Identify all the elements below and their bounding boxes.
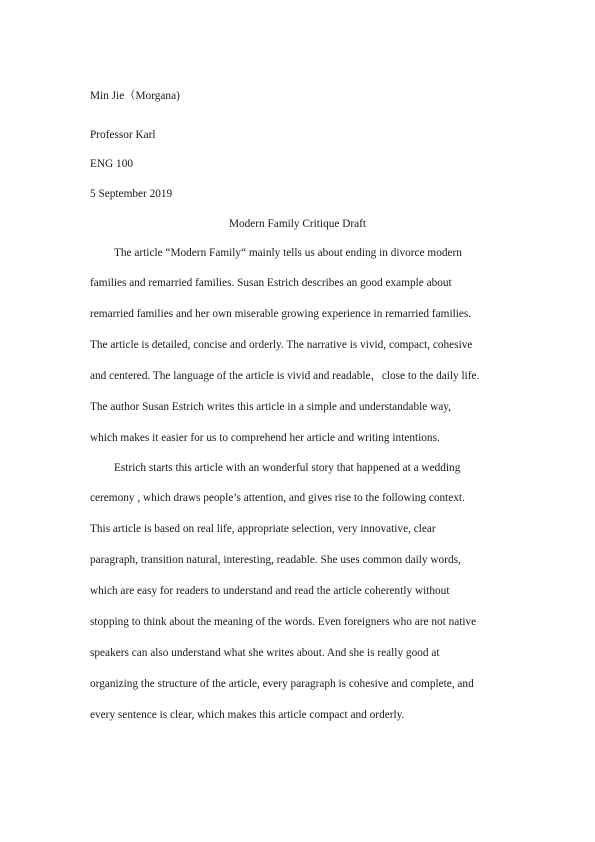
- paragraph-2-line-6: stopping to think about the meaning of the words. Even foreigners who are not native: [90, 616, 477, 628]
- document-title: Modern Family Critique Draft: [228, 218, 367, 230]
- paragraph-1-line-6: The author Susan Estrich writes this article in a simple and understandable way,: [90, 401, 451, 413]
- paragraph-1-line-3: remarried families and her own miserable growing experience in remarried families.: [90, 308, 472, 320]
- document-date: 5 September 2019: [90, 188, 173, 200]
- paragraph-1-line-2: families and remarried families. Susan Estrich describes an good example about: [90, 277, 452, 289]
- professor-name: Professor Karl: [90, 129, 156, 141]
- paragraph-2-line-7: speakers can also understand what she writes about. And she is really good at: [90, 647, 440, 659]
- course-code: ENG 100: [90, 158, 133, 170]
- paragraph-2-line-4: paragraph, transition natural, interesting, readable. She uses common daily words,: [90, 554, 461, 566]
- paragraph-2-line-1: Estrich starts this article with an wonderful story that happened at a wedding: [114, 462, 461, 474]
- paragraph-2-line-8: organizing the structure of the article, every paragraph is cohesive and complete, and: [90, 678, 474, 690]
- paragraph-1-line-4: The article is detailed, concise and orderly. The narrative is vivid, compact, cohesive: [90, 339, 473, 351]
- paragraph-1-line-5: and centered. The language of the article is vivid and readable，close to the daily life.: [90, 370, 480, 382]
- author-name: Min Jie（Morgana): [90, 90, 180, 102]
- paragraph-1-line-1: The article “Modern Family“ mainly tells us about ending in divorce modern: [114, 247, 462, 259]
- paragraph-2-line-3: This article is based on real life, appropriate selection, very innovative, clear: [90, 523, 436, 535]
- paragraph-2-line-2: ceremony , which draws people’s attention, and gives rise to the following context.: [90, 492, 465, 504]
- paragraph-1-line-7: which makes it easier for us to comprehend her article and writing intentions.: [90, 432, 440, 444]
- paragraph-2-line-9: every sentence is clear, which makes this article compact and orderly.: [90, 709, 405, 721]
- paragraph-2-line-5: which are easy for readers to understand and read the article coherently without: [90, 585, 450, 597]
